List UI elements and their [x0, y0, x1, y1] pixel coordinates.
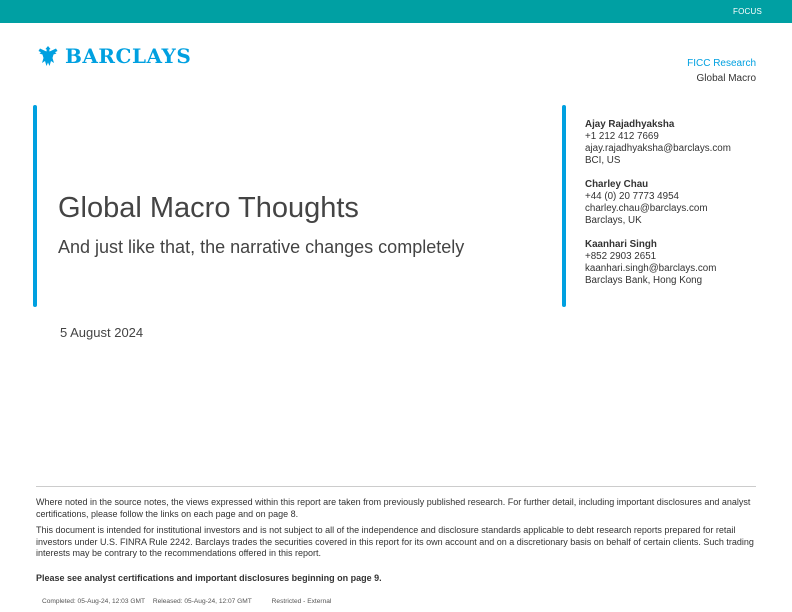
disclosure-divider	[36, 486, 756, 487]
focus-label: FOCUS	[733, 7, 762, 16]
analyst-entity: BCI, US	[585, 155, 621, 166]
analyst-name: Ajay Rajadhyaksha	[585, 119, 675, 130]
research-division: FICC Research	[687, 58, 756, 69]
analyst-entry	[585, 239, 731, 287]
page-subtitle: And just like that, the narrative changes completely	[58, 237, 465, 257]
analyst-entry	[585, 119, 731, 167]
analyst-name: Kaanhari Singh	[585, 239, 657, 250]
page-title: Global Macro Thoughts	[58, 192, 359, 224]
research-category: Global Macro	[696, 73, 756, 84]
analyst-phone: +44 (0) 20 7773 4954	[585, 191, 679, 202]
disclosure-institutional-note: This document is intended for institutional investors and is not subject to all of the independence and disclosure standards applicable to debt research reports prepared for retail investors under U.S. FINRA Rule 2242. Barclays trades the securities covered in this report for its own account and on a discretionary basis on behalf of certain clients. Such trading interests may be contrary to the recommendations offered in this report.	[36, 525, 754, 558]
released-timestamp: Released: 05-Aug-24, 12:07 GMT	[152, 598, 252, 605]
analyst-entity: Barclays, UK	[585, 215, 642, 226]
classification-label: Restricted - External	[271, 598, 332, 605]
analyst-phone: +1 212 412 7669	[585, 131, 659, 142]
title-accent-bar	[33, 105, 37, 307]
analyst-entity: Barclays Bank, Hong Kong	[585, 275, 703, 286]
analyst-email[interactable]: kaanhari.singh@barclays.com	[585, 263, 717, 274]
disclosure-certification-link[interactable]: Please see analyst certifications and important disclosures beginning on page 9.	[36, 573, 382, 583]
footer-timestamps	[42, 598, 337, 605]
eagle-icon	[36, 44, 60, 68]
research-label	[687, 56, 756, 86]
top-banner	[0, 0, 792, 23]
analyst-entry	[585, 179, 731, 227]
logo-wordmark: BARCLAYS	[65, 44, 192, 68]
disclosure-source-note: Where noted in the source notes, the views expressed within this report are taken from previously published research. For further detail, including important disclosures and analyst certifications, please follow the links on each page and on page 8.	[36, 497, 751, 519]
analyst-email[interactable]: charley.chau@barclays.com	[585, 203, 708, 214]
analyst-email[interactable]: ajay.rajadhyaksha@barclays.com	[585, 143, 731, 154]
analyst-name: Charley Chau	[585, 179, 649, 190]
barclays-logo	[36, 44, 191, 68]
publication-date: 5 August 2024	[60, 325, 144, 340]
analyst-accent-bar	[562, 105, 566, 307]
analyst-phone: +852 2903 2651	[585, 251, 657, 262]
analyst-list	[585, 119, 731, 299]
completed-timestamp: Completed: 05-Aug-24, 12:03 GMT	[42, 598, 145, 605]
